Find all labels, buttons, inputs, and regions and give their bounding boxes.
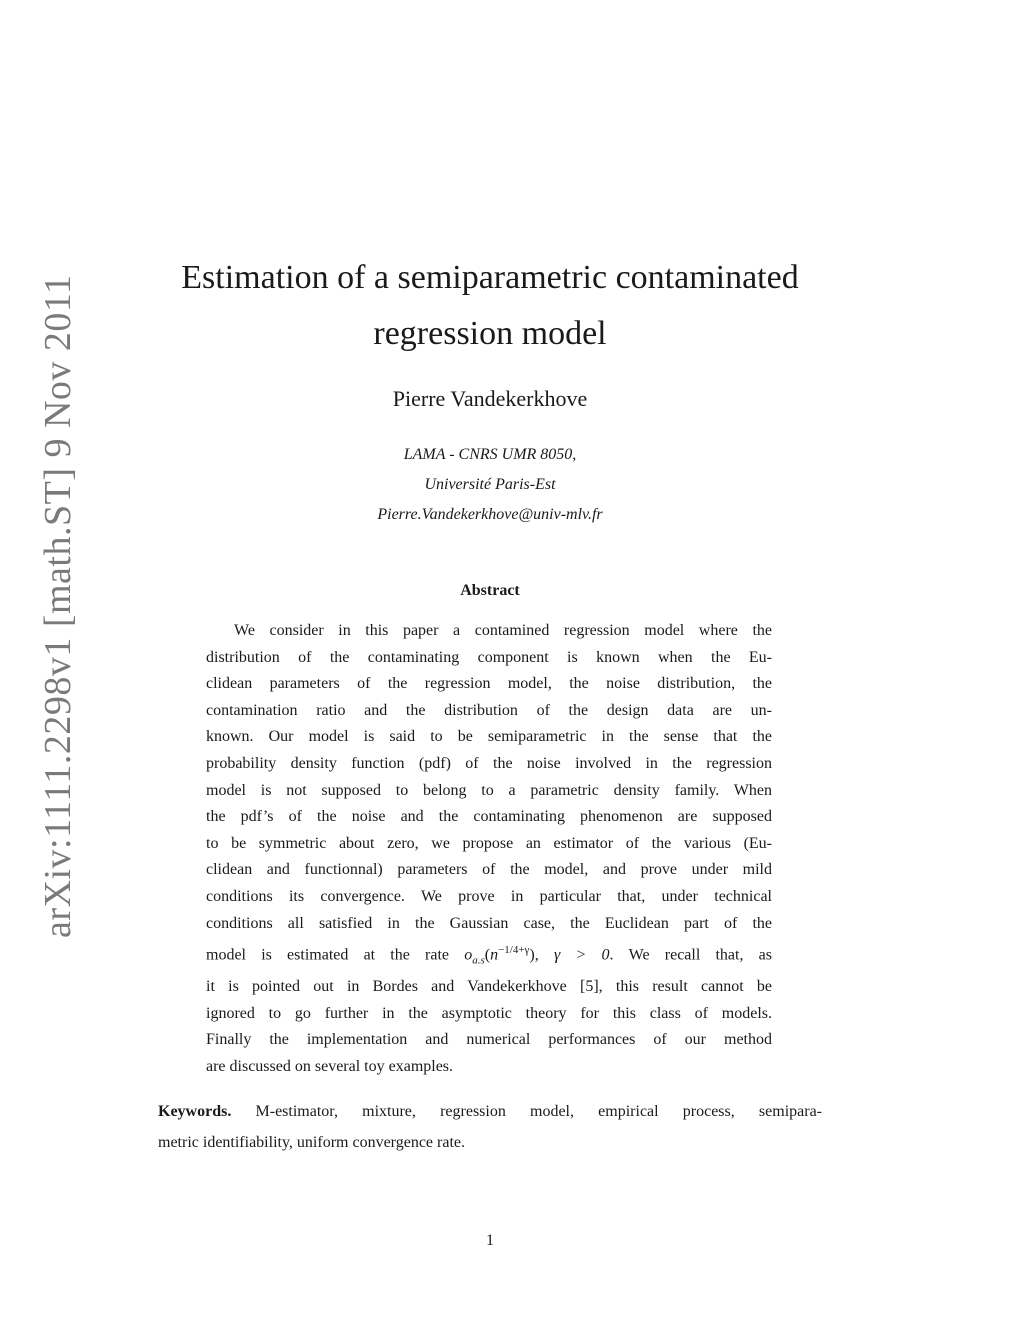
arxiv-identifier-stamp: arXiv:1111.2298v1 [math.ST] 9 Nov 2011 <box>37 274 79 938</box>
affiliation-block <box>150 440 830 530</box>
abstract-line: Finally the implementation and numerical performances of our method <box>206 1031 772 1049</box>
keywords-block <box>158 1096 822 1158</box>
author-email[interactable]: Pierre.Vandekerkhove@univ-mlv.fr <box>377 506 603 523</box>
abstract-line: are discussed on several toy examples. <box>206 1058 454 1076</box>
abstract-line: the pdf’s of the noise and the contaminating phenomenon are supposed <box>206 808 772 826</box>
abstract-line: probability density function (pdf) of the noise involved in the regression <box>206 754 772 772</box>
title-line-1: Estimation of a semiparametric contaminated <box>181 259 799 296</box>
math-n: n <box>490 946 499 964</box>
abstract-line: clidean and functionnal) parameters of the model, and prove under mild <box>206 861 772 879</box>
abstract-line: ignored to go further in the asymptotic theory for this class of models. <box>206 1004 772 1022</box>
keywords-label: Keywords. <box>158 1103 232 1120</box>
affiliation-university: Université Paris-Est <box>424 476 556 493</box>
keywords-text-1: M-estimator, mixture, regression model, empirical process, semipara- <box>255 1103 823 1120</box>
abstract-line: distribution of the contaminating component is known when the Eu- <box>206 648 772 666</box>
abstract-line: it is pointed out in Bordes and Vandekerkhove [5], this result cannot be <box>206 978 772 996</box>
abstract-line: model is not supposed to belong to a parametric density family. When <box>206 781 772 799</box>
abstract-line: to be symmetric about zero, we propose an estimator of the various (Eu- <box>206 834 772 852</box>
title-line-2: regression model <box>373 315 607 352</box>
affiliation-lab: LAMA - CNRS UMR 8050, <box>403 446 577 463</box>
keywords-line-1 <box>158 1096 822 1127</box>
author-name: Pierre Vandekerkhove <box>392 386 588 411</box>
abstract-line: conditions its convergence. We prove in particular that, under technical <box>206 887 772 905</box>
math-gamma-condition: γ > 0 <box>553 946 610 964</box>
abstract-rate-line <box>206 937 772 974</box>
page-number: 1 <box>486 1232 494 1249</box>
abstract-body <box>206 618 772 1081</box>
paper-title <box>150 250 830 362</box>
math-o: o <box>464 946 473 964</box>
abstract-line: known. Our model is said to be semiparametric in the sense that the <box>206 728 772 746</box>
math-paren-close: ), <box>529 946 554 964</box>
abstract-heading: Abstract <box>460 582 520 599</box>
abstract-line: conditions all satisfied in the Gaussian case, the Euclidean part of the <box>206 914 772 932</box>
math-paren-open: ( <box>484 946 491 964</box>
abstract-line: clidean parameters of the regression model, the noise distribution, the <box>206 675 772 693</box>
abstract-line: contamination ratio and the distribution of the design data are un- <box>206 701 772 719</box>
math-exponent: −1/4+γ <box>498 944 530 957</box>
keywords-line-2: metric identifiability, uniform convergence rate. <box>158 1134 465 1151</box>
rate-text-after: . We recall that, as <box>609 946 773 964</box>
abstract-line: We consider in this paper a contamined regression model where the <box>234 622 772 639</box>
math-subscript: a.s <box>472 954 485 967</box>
rate-text-before: model is estimated at the rate <box>206 946 465 964</box>
